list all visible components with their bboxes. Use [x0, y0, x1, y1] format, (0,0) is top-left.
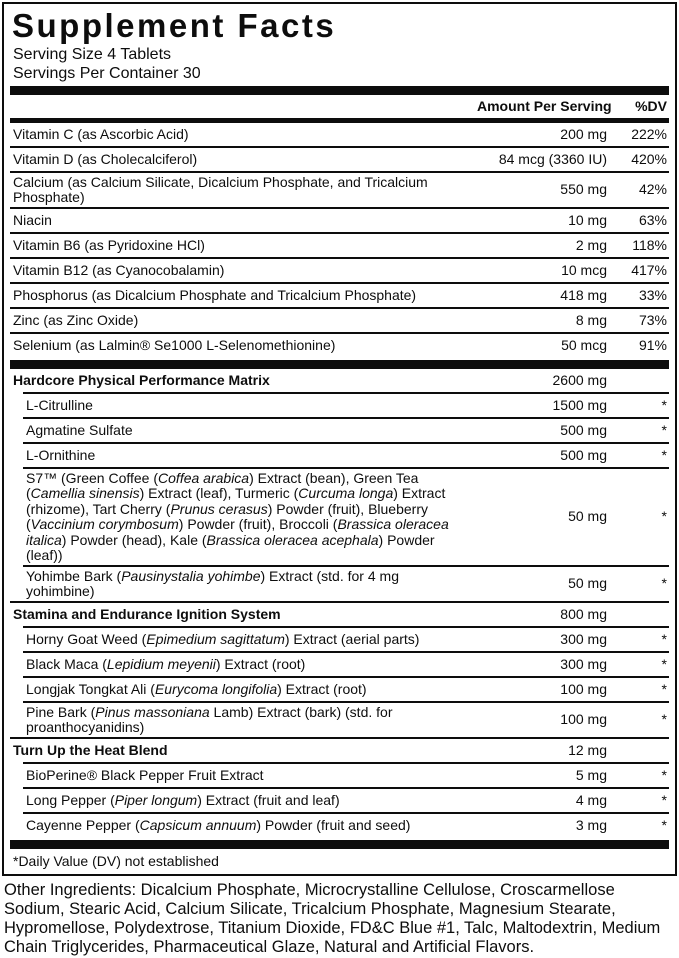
ingredient-dv: 417% [631, 261, 667, 278]
table-row [10, 257, 669, 282]
divider-bar-blends [10, 360, 669, 369]
blend-header-row [10, 737, 669, 762]
blend-header-row [10, 601, 669, 626]
ingredient-dv: 33% [638, 286, 667, 303]
ingredient-dv: 91% [638, 336, 667, 353]
ingredient-amount: 10 mg [568, 211, 607, 228]
ingredient-dv: * [661, 711, 667, 728]
table-row [23, 762, 669, 787]
table-row [23, 651, 669, 676]
ingredient-amount: 4 mg [575, 791, 607, 808]
ingredient-amount: 300 mg [560, 655, 607, 672]
ingredient-name: Calcium (as Calcium Silicate, Dicalcium Phosphate, and Tricalcium Phosphate) [13, 173, 428, 205]
ingredient-name: L-Citrulline [26, 396, 93, 413]
ingredient-amount: 300 mg [560, 630, 607, 647]
ingredient-name: Hardcore Physical Performance Matrix [13, 371, 270, 388]
ingredient-amount: 50 mcg [561, 336, 607, 353]
table-row [10, 207, 669, 232]
ingredient-amount: 100 mg [560, 711, 607, 728]
table-row [23, 812, 669, 837]
ingredient-dv: 222% [631, 125, 667, 142]
supplement-facts-title: Supplement Facts [12, 7, 337, 44]
amount-per-serving-header: Amount Per Serving [477, 97, 612, 114]
ingredient-dv: 420% [631, 150, 667, 167]
ingredient-name: Horny Goat Weed (Epimedium sagittatum) Extract (aerial parts) [26, 630, 420, 647]
ingredient-amount: 84 mcg (3360 IU) [498, 150, 607, 167]
dv-footnote: *Daily Value (DV) not established [13, 853, 219, 869]
ingredient-dv: * [661, 421, 667, 438]
percent-dv-header: %DV [635, 97, 667, 114]
table-row [10, 171, 669, 207]
ingredient-amount: 50 mg [568, 508, 607, 525]
ingredient-dv: * [661, 630, 667, 647]
ingredient-amount: 2600 mg [552, 371, 607, 388]
table-row [10, 123, 669, 146]
table-row [23, 565, 669, 601]
serving-size-line: Serving Size 4 Tablets [13, 46, 172, 63]
ingredient-amount: 550 mg [560, 181, 607, 198]
ingredient-dv: * [661, 575, 667, 592]
ingredient-name: Vitamin B12 (as Cyanocobalamin) [13, 261, 225, 278]
ingredient-name: Cayenne Pepper (Capsicum annuum) Powder (fruit and seed) [26, 816, 411, 833]
ingredient-amount: 800 mg [560, 605, 607, 622]
ingredient-amount: 3 mg [575, 816, 607, 833]
ingredient-amount: 50 mg [568, 575, 607, 592]
divider-bar-top [10, 86, 669, 95]
ingredient-dv: 63% [638, 211, 667, 228]
ingredient-name: Pine Bark (Pinus massoniana Lamb) Extract (bark) (std. for proanthocyanidins) [26, 703, 393, 735]
ingredient-name: Longjak Tongkat Ali (Eurycoma longifolia) Extract (root) [26, 680, 367, 697]
ingredient-name: Vitamin B6 (as Pyridoxine HCl) [13, 236, 205, 253]
ingredient-amount: 500 mg [560, 446, 607, 463]
ingredient-name: BioPerine® Black Pepper Fruit Extract [26, 766, 264, 783]
ingredient-amount: 2 mg [575, 236, 607, 253]
ingredient-amount: 12 mg [568, 741, 607, 758]
ingredient-dv: * [661, 766, 667, 783]
ingredient-dv: 42% [638, 181, 667, 198]
ingredient-amount: 100 mg [560, 680, 607, 697]
table-row [23, 787, 669, 812]
ingredient-dv: * [661, 680, 667, 697]
table-row [10, 282, 669, 307]
ingredient-name: Agmatine Sulfate [26, 421, 133, 438]
ingredient-dv: * [661, 816, 667, 833]
divider-bar-bottom [10, 840, 669, 849]
ingredient-amount: 1500 mg [552, 396, 607, 413]
ingredient-dv: * [661, 396, 667, 413]
table-row [23, 442, 669, 467]
ingredient-dv: 118% [632, 236, 667, 253]
ingredient-name: Black Maca (Lepidium meyenii) Extract (root) [26, 655, 306, 672]
nutrient-rows [10, 123, 669, 357]
ingredient-amount: 8 mg [575, 311, 607, 328]
table-row [23, 701, 669, 737]
table-row [10, 307, 669, 332]
ingredient-name: Turn Up the Heat Blend [13, 741, 168, 758]
ingredient-name: Stamina and Endurance Ignition System [13, 605, 281, 622]
ingredient-name: L-Ornithine [26, 446, 96, 463]
servings-per-container-line: Servings Per Container 30 [13, 65, 201, 82]
ingredient-name: Vitamin C (as Ascorbic Acid) [13, 125, 189, 142]
ingredient-name: S7™ (Green Coffee (Coffea arabica) Extract (bean), Green Tea (Camellia sinensis) Extract (leaf), Turmeric (Curcuma longa) Extract (rhizome), Tart Cherry (Prunus cerasus) Powder (fruit), Blueberry (Vaccinium corymbosum) Powder (fruit), Broccoli (Brassica oleracea italica) Powder (head), Kale (Brassica oleracea acephala) Powder (leaf)) [26, 469, 449, 563]
ingredient-name: Zinc (as Zinc Oxide) [13, 311, 139, 328]
ingredient-name: Vitamin D (as Cholecalciferol) [13, 150, 198, 167]
ingredient-name: Yohimbe Bark (Pausinystalia yohimbe) Extract (std. for 4 mg yohimbine) [26, 567, 399, 599]
blend-rows [10, 369, 669, 837]
table-row [23, 676, 669, 701]
ingredient-name: Niacin [13, 211, 52, 228]
table-row [23, 392, 669, 417]
supplement-facts-panel [2, 2, 677, 876]
table-row [23, 417, 669, 442]
ingredient-dv: 73% [638, 311, 667, 328]
table-row [23, 467, 669, 565]
table-row [10, 332, 669, 357]
ingredient-name: Long Pepper (Piper longum) Extract (fruit and leaf) [26, 791, 340, 808]
column-header-row [10, 95, 669, 118]
ingredient-dv: * [661, 655, 667, 672]
ingredient-name: Selenium (as Lalmin® Se1000 L-Selenomethionine) [13, 336, 336, 353]
other-ingredients-text: Other Ingredients: Dicalcium Phosphate, Microcrystalline Cellulose, Croscarmellose Sodium, Stearic Acid, Calcium Silicate, Tricalcium Phosphate, Magnesium Stearate, Hypromellose, Polydextrose, Titanium Dioxide, FD&C Blue #1, Talc, Maltodextrin, Medium Chain Triglycerides, Pharmaceutical Glaze, Natural and Artificial Flavors. [4, 881, 661, 956]
ingredient-amount: 200 mg [560, 125, 607, 142]
table-row [23, 626, 669, 651]
ingredient-dv: * [661, 446, 667, 463]
ingredient-amount: 10 mcg [561, 261, 607, 278]
blend-header-row [10, 369, 669, 392]
table-row [10, 146, 669, 171]
ingredient-amount: 500 mg [560, 421, 607, 438]
ingredient-dv: * [661, 508, 667, 525]
ingredient-name: Phosphorus (as Dicalcium Phosphate and Tricalcium Phosphate) [13, 286, 417, 303]
ingredient-amount: 5 mg [575, 766, 607, 783]
table-row [10, 232, 669, 257]
ingredient-dv: * [661, 791, 667, 808]
ingredient-amount: 418 mg [560, 286, 607, 303]
